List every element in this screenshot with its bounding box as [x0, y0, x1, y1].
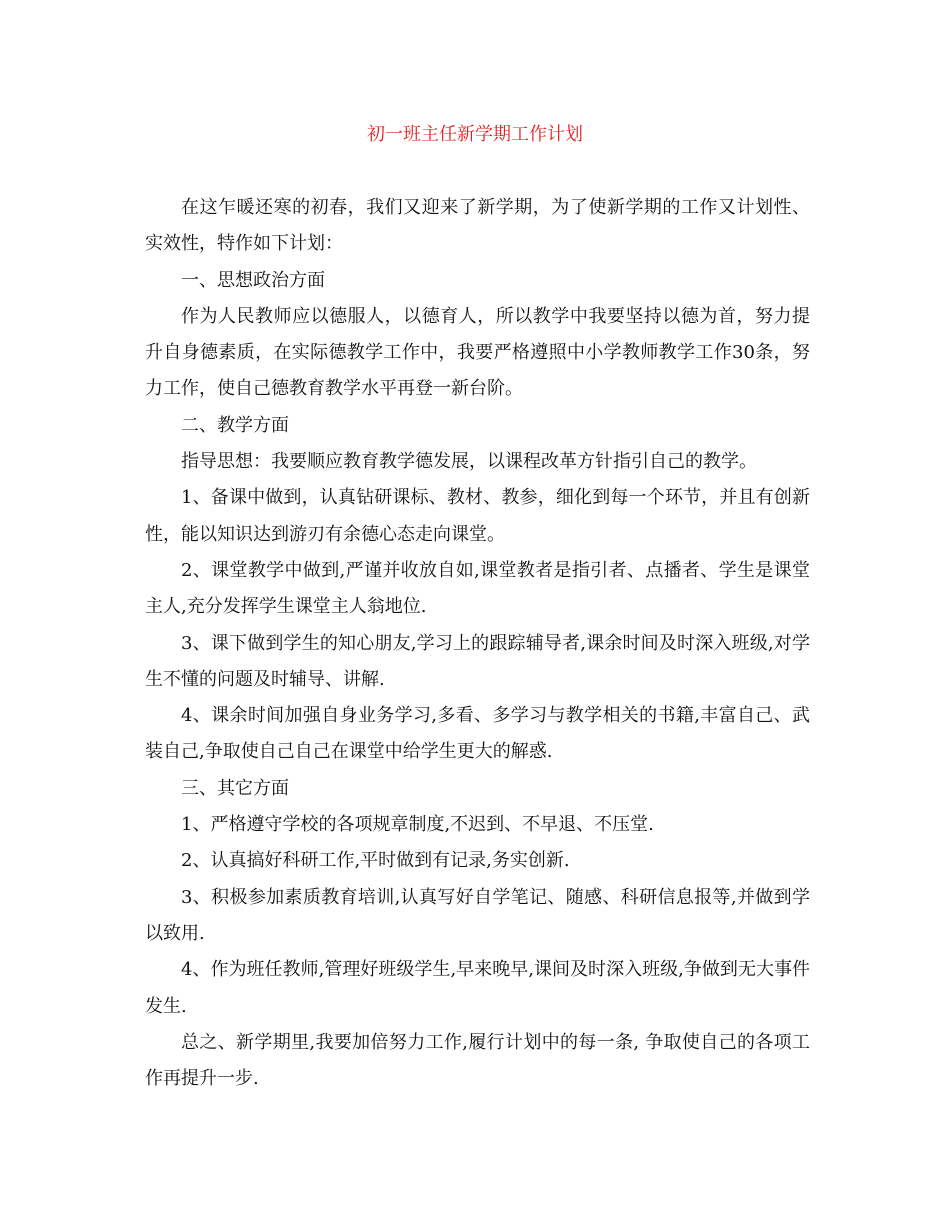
section-heading-teaching: 二、教学方面 [181, 414, 289, 436]
section-heading-other: 三、其它方面 [181, 777, 289, 799]
teaching-item-4: 4、课余时间加强自身业务学习,多看、多学习与教学相关的书籍,丰富自己、武装自己,争取使自己自己在课堂中给学生更大的解惑. [145, 705, 810, 763]
document-body [145, 190, 810, 1097]
page-title: 初一班主任新学期工作计划 [367, 124, 583, 145]
other-item-3: 3、积极参加素质教育培训,认真写好自学笔记、随感、科研信息报等,并做到学以致用. [145, 886, 810, 944]
conclusion-paragraph: 总之、新学期里,我要加倍努力工作,履行计划中的每一条, 争取使自己的各项工作再提升一步. [145, 1031, 810, 1090]
other-item-1: 1、严格遵守学校的各项规章制度,不迟到、不早退、不压堂. [181, 814, 654, 836]
section-heading-political: 一、思想政治方面 [181, 269, 325, 291]
teaching-guideline: 指导思想：我要顺应教育教学德发展，以课程改革方针指引自己的教学。 [181, 451, 757, 473]
teaching-item-1: 1、备课中做到，认真钻研课标、教材、教参，细化到每一个环节，并且有创新性，能以知识达到游刃有余德心态走向课堂。 [145, 487, 810, 545]
other-item-2: 2、认真搞好科研工作,平时做到有记录,务实创新. [181, 850, 570, 872]
other-item-4: 4、作为班任教师,管理好班级学生,早来晚早,课间及时深入班级,争做到无大事件发生. [145, 959, 810, 1017]
intro-paragraph: 在这乍暖还寒的初春，我们又迎来了新学期，为了使新学期的工作又计划性、实效性，特作如下计划： [145, 197, 810, 255]
teaching-item-3: 3、课下做到学生的知心朋友,学习上的跟踪辅导者,课余时间及时深入班级,对学生不懂的问题及时辅导、讲解. [145, 632, 810, 690]
political-paragraph: 作为人民教师应以德服人，以德育人，所以教学中我要坚持以德为首，努力提升自身德素质，在实际德教学工作中，我要严格遵照中小学教师教学工作30条，努力工作，使自己德教育教学水平再登一新台阶。 [145, 305, 810, 400]
teaching-item-2: 2、课堂教学中做到,严谨并收放自如,课堂教者是指引者、点播者、学生是课堂主人,充分发挥学生课堂主人翁地位. [145, 559, 810, 618]
